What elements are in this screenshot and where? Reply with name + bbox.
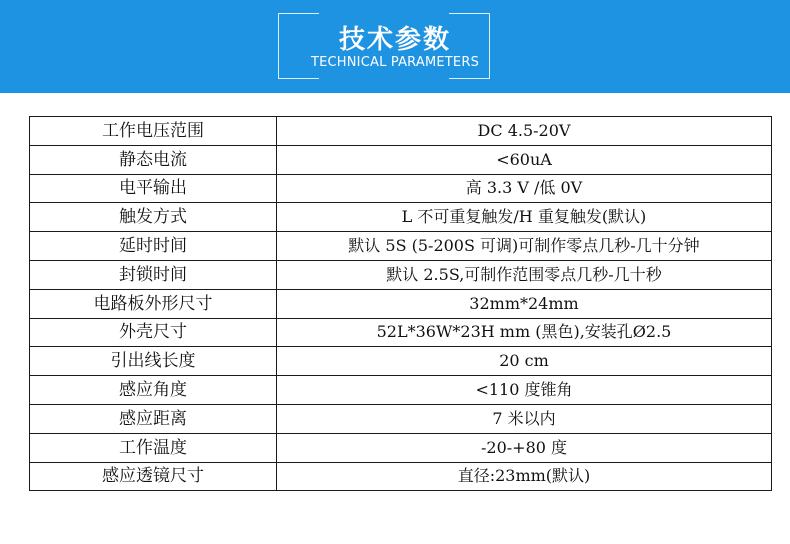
param-name: 感应距离 bbox=[30, 404, 277, 433]
param-name: 触发方式 bbox=[30, 203, 277, 232]
frame-gap-bottom bbox=[319, 76, 449, 80]
param-name: 感应角度 bbox=[30, 376, 277, 405]
table-row bbox=[30, 433, 772, 462]
table-row bbox=[30, 232, 772, 261]
param-name: 封锁时间 bbox=[30, 260, 277, 289]
param-value: DC 4.5-20V bbox=[277, 117, 772, 146]
table-row bbox=[30, 404, 772, 433]
param-value: L 不可重复触发/H 重复触发(默认) bbox=[277, 203, 772, 232]
table-row bbox=[30, 260, 772, 289]
param-name: 外壳尺寸 bbox=[30, 318, 277, 347]
table-row bbox=[30, 318, 772, 347]
table-row bbox=[30, 203, 772, 232]
param-name: 引出线长度 bbox=[30, 347, 277, 376]
param-value: 直径:23mm(默认) bbox=[277, 462, 772, 491]
param-value: 20 cm bbox=[277, 347, 772, 376]
param-name: 工作电压范围 bbox=[30, 117, 277, 146]
param-value: 7 米以内 bbox=[277, 404, 772, 433]
table-row bbox=[30, 376, 772, 405]
param-name: 感应透镜尺寸 bbox=[30, 462, 277, 491]
param-name: 电路板外形尺寸 bbox=[30, 289, 277, 318]
param-name: 电平输出 bbox=[30, 174, 277, 203]
spec-table bbox=[29, 116, 772, 491]
param-name: 延时时间 bbox=[30, 232, 277, 261]
table-row bbox=[30, 117, 772, 146]
param-value: -20-+80 度 bbox=[277, 433, 772, 462]
param-value: 高 3.3 V /低 0V bbox=[277, 174, 772, 203]
param-value: 32mm*24mm bbox=[277, 289, 772, 318]
param-value: 52L*36W*23H mm (黑色),安装孔Ø2.5 bbox=[277, 318, 772, 347]
table-row bbox=[30, 347, 772, 376]
table-row bbox=[30, 462, 772, 491]
param-name: 工作温度 bbox=[30, 433, 277, 462]
page-subtitle: TECHNICAL PARAMETERS bbox=[310, 55, 480, 70]
frame-gap-top bbox=[319, 12, 449, 16]
table-row bbox=[30, 174, 772, 203]
param-value: <110 度锥角 bbox=[277, 376, 772, 405]
param-name: 静态电流 bbox=[30, 145, 277, 174]
param-value: 默认 5S (5-200S 可调)可制作零点几秒-几十分钟 bbox=[277, 232, 772, 261]
param-value: 默认 2.5S,可制作范围零点几秒-几十秒 bbox=[277, 260, 772, 289]
param-value: <60uA bbox=[277, 145, 772, 174]
header-banner bbox=[0, 0, 790, 93]
page-title: 技术参数 bbox=[338, 25, 451, 55]
table-row bbox=[30, 289, 772, 318]
table-row bbox=[30, 145, 772, 174]
